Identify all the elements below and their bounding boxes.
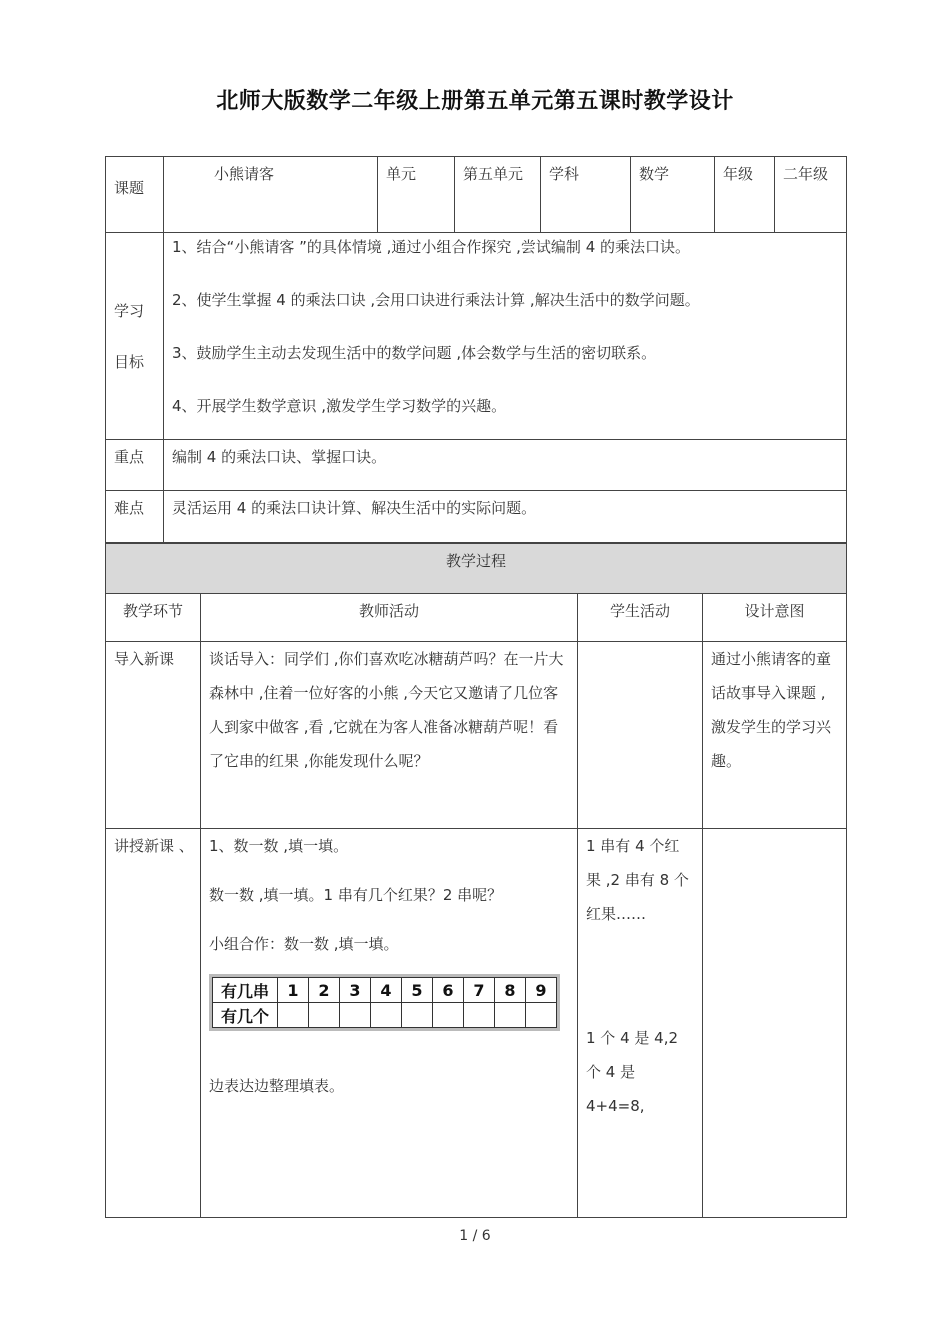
fill-table-number: 6 bbox=[433, 978, 464, 1003]
fill-table-blank bbox=[278, 1003, 309, 1028]
goal-item: 4、开展学生数学意识 ,激发学生学习数学的兴趣。 bbox=[172, 397, 507, 415]
goals-content bbox=[164, 233, 847, 440]
intro-student bbox=[578, 642, 703, 829]
fill-table-number: 2 bbox=[309, 978, 340, 1003]
fill-table-row2-label: 有几个 bbox=[213, 1003, 278, 1028]
goal-item: 1、结合“小熊请客 ”的具体情境 ,通过小组合作探究 ,尝试编制 4 的乘法口诀。 bbox=[172, 238, 691, 256]
teach-after-table: 边表达边整理填表。 bbox=[209, 1077, 345, 1095]
fill-table-blank bbox=[402, 1003, 433, 1028]
intro-intent: 通过小熊请客的童话故事导入课题 ,激发学生的学习兴趣。 bbox=[703, 642, 847, 829]
document-title: 北师大版数学二年级上册第五单元第五课时教学设计 bbox=[216, 89, 734, 114]
student-answer-1: 1 串有 4 个红果 ,2 串有 8 个红果…… bbox=[586, 837, 689, 923]
goals-label: 学习 目标 bbox=[106, 233, 164, 440]
goal-item: 3、鼓励学生主动去发现生活中的数学问题 ,体会数学与生活的密切联系。 bbox=[172, 344, 657, 362]
fill-in-table bbox=[209, 974, 560, 1031]
col-teacher-header: 教师活动 bbox=[201, 594, 578, 642]
page-number: 1 / 6 bbox=[459, 1228, 491, 1244]
fill-table-blank bbox=[309, 1003, 340, 1028]
col-intent-header: 设计意图 bbox=[703, 594, 847, 642]
teach-intent bbox=[703, 829, 847, 1218]
teach-step-3: 小组合作：数一数 ,填一填。 bbox=[209, 935, 399, 953]
teach-teacher bbox=[201, 829, 578, 1218]
fill-table-blank bbox=[464, 1003, 495, 1028]
unit-label: 单元 bbox=[378, 157, 455, 233]
unit-value: 第五单元 bbox=[455, 157, 541, 233]
fill-table-blank bbox=[340, 1003, 371, 1028]
fill-table-number: 5 bbox=[402, 978, 433, 1003]
teach-student bbox=[578, 829, 703, 1218]
topic-label: 课题 bbox=[106, 157, 164, 233]
fill-table-blank bbox=[433, 1003, 464, 1028]
fill-table-number: 1 bbox=[278, 978, 309, 1003]
fill-table-blank bbox=[371, 1003, 402, 1028]
fill-table-number: 8 bbox=[495, 978, 526, 1003]
subject-label: 学科 bbox=[541, 157, 631, 233]
col-stage-header: 教学环节 bbox=[106, 594, 201, 642]
col-student-header: 学生活动 bbox=[578, 594, 703, 642]
teach-stage: 讲授新课 、 bbox=[106, 829, 201, 1218]
subject-value: 数学 bbox=[631, 157, 715, 233]
student-answer-2: 1 个 4 是 4,2 个 4 是 4+4=8, bbox=[586, 1029, 679, 1115]
goal-item: 2、使学生掌握 4 的乘法口诀 ,会用口诀进行乘法计算 ,解决生活中的数学问题。 bbox=[172, 291, 700, 309]
fill-table-number: 3 bbox=[340, 978, 371, 1003]
difficulty-value: 灵活运用 4 的乘法口诀计算、解决生活中的实际问题。 bbox=[164, 491, 847, 543]
fill-table-blank bbox=[526, 1003, 557, 1028]
lesson-info-table bbox=[105, 156, 847, 543]
fill-table-number: 7 bbox=[464, 978, 495, 1003]
teach-step-2: 数一数 ,填一填。1 串有几个红果？2 串呢？ bbox=[209, 886, 503, 904]
process-header: 教学过程 bbox=[106, 544, 847, 594]
grade-label: 年级 bbox=[715, 157, 775, 233]
grade-value: 二年级 bbox=[775, 157, 847, 233]
teach-step-1: 1、数一数 ,填一填。 bbox=[209, 837, 349, 855]
fill-table-row1-label: 有几串 bbox=[213, 978, 278, 1003]
topic-value: 小熊请客 bbox=[164, 157, 378, 233]
difficulty-label: 难点 bbox=[106, 491, 164, 543]
intro-teacher: 谈话导入：同学们 ,你们喜欢吃冰糖葫芦吗？在一片大森林中 ,住着一位好客的小熊 ,今天它又邀请了几位客人到家中做客 ,看 ,它就在为客人准备冰糖葫芦呢！看了它串的红果 ,你能发现什么呢？ bbox=[201, 642, 578, 829]
intro-stage: 导入新课 bbox=[106, 642, 201, 829]
key-point-label: 重点 bbox=[106, 440, 164, 491]
fill-table-blank bbox=[495, 1003, 526, 1028]
teaching-process-table bbox=[105, 543, 847, 1218]
fill-table-number: 4 bbox=[371, 978, 402, 1003]
key-point-value: 编制 4 的乘法口诀、掌握口诀。 bbox=[164, 440, 847, 491]
fill-table-number: 9 bbox=[526, 978, 557, 1003]
